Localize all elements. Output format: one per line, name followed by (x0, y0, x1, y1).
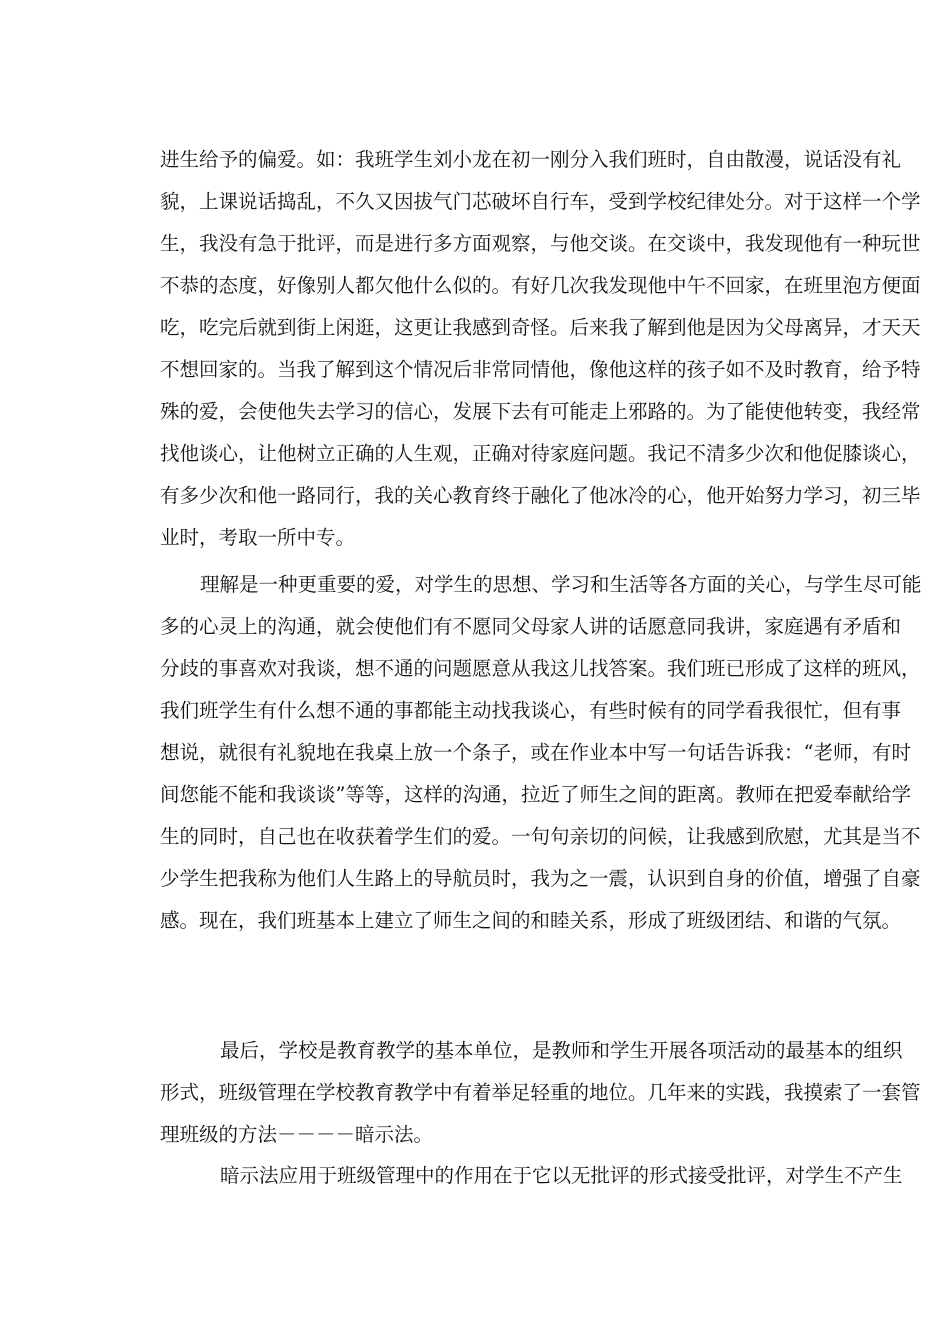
text-line: 生的同时，自己也在收获着学生们的爱。一句句亲切的问候，让我感到欣慰，尤其是当不 (160, 825, 921, 848)
paragraph-4 (160, 1155, 903, 1197)
text-line: 进生给予的偏爱。如：我班学生刘小龙在初一刚分入我们班时，自由散漫，说话没有礼 (160, 148, 902, 171)
paragraph-3 (160, 1030, 921, 1156)
text-line: 形式，班级管理在学校教育教学中有着举足轻重的地位。几年来的实践，我摸索了一套管 (160, 1081, 921, 1104)
text-line: 吃，吃完后就到街上闲逛，这更让我感到奇怪。后来我了解到他是因为父母离异，才天天 (160, 316, 921, 339)
text-line: 暗示法应用于班级管理中的作用在于它以无批评的形式接受批评，对学生不产生 (220, 1164, 903, 1187)
text-line: 不恭的态度，好像别人都欠他什么似的。有好几次我发现他中午不回家，在班里泡方便面 (160, 274, 921, 297)
paragraph-1 (160, 139, 921, 559)
text-line: 殊的爱，会使他失去学习的信心，发展下去有可能走上邪路的。为了能使他转变，我经常 (160, 400, 921, 423)
text-line: 想说，就很有礼貌地在我桌上放一个条子，或在作业本中写一句话告诉我：“老师，有时 (160, 741, 911, 764)
text-line: 分歧的事喜欢对我谈，想不通的问题愿意从我这儿找答案。我们班已形成了这样的班风， (160, 657, 921, 680)
text-line: 貌，上课说话捣乱，不久又因拔气门芯破坏自行车，受到学校纪律处分。对于这样一个学 (160, 190, 921, 213)
text-line: 少学生把我称为他们人生路上的导航员时，我为之一震，认识到自身的价值，增强了自豪 (160, 867, 921, 890)
text-line: 不想回家的。当我了解到这个情况后非常同情他，像他这样的孩子如不及时教育，给予特 (160, 358, 921, 381)
text-line: 有多少次和他一路同行，我的关心教育终于融化了他冰冷的心，他开始努力学习，初三毕 (160, 484, 921, 507)
text-line: 理班级的方法－－－－暗示法。 (160, 1123, 434, 1146)
text-line: 间您能不能和我谈谈”等等，这样的沟通，拉近了师生之间的距离。教师在把爱奉献给学 (160, 783, 911, 806)
text-line: 业时，考取一所中专。 (160, 526, 356, 549)
text-line: 生，我没有急于批评，而是进行多方面观察，与他交谈。在交谈中，我发现他有一种玩世 (160, 232, 921, 255)
text-line: 感。现在，我们班基本上建立了师生之间的和睦关系，形成了班级团结、和谐的气氛。 (160, 909, 902, 932)
text-line: 我们班学生有什么想不通的事都能主动找我谈心，有些时候有的同学看我很忙，但有事 (160, 699, 902, 722)
text-line: 找他谈心，让他树立正确的人生观，正确对待家庭问题。我记不清多少次和他促膝谈心， (160, 442, 921, 465)
text-line: 理解是一种更重要的爱，对学生的思想、学习和生活等各方面的关心，与学生尽可能 (200, 573, 922, 596)
paragraph-2 (160, 564, 922, 942)
text-line: 最后，学校是教育教学的基本单位，是教师和学生开展各项活动的最基本的组织 (220, 1039, 903, 1062)
text-line: 多的心灵上的沟通，就会使他们有不愿同父母家人讲的话愿意同我讲，家庭遇有矛盾和 (160, 615, 902, 638)
